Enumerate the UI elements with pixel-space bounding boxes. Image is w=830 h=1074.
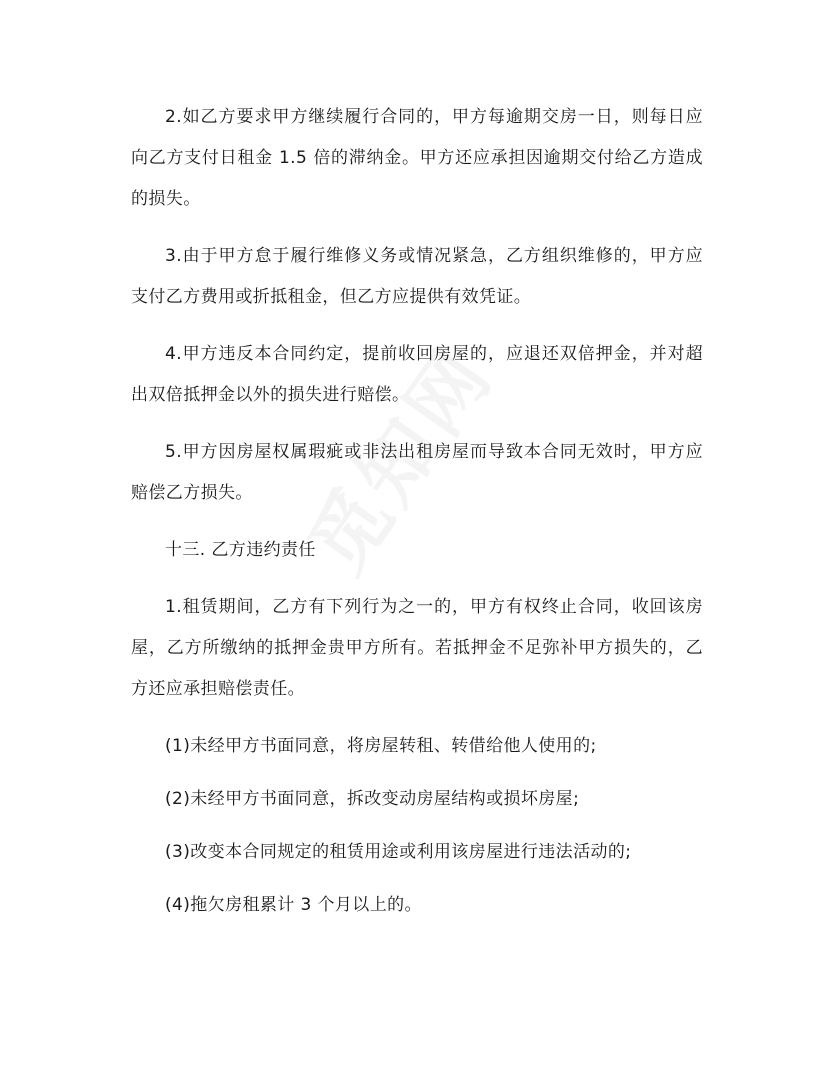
list-item: (3)改变本合同规定的租赁用途或利用该房屋进行违法活动的; — [165, 842, 632, 862]
clause-paragraph: 4.甲方违反本合同约定，提前收回房屋的，应退还双倍押金，并对超出双倍抵押金以外的损失进行赔偿。 — [131, 344, 703, 405]
document-body — [131, 97, 703, 938]
clause-paragraph: 2.如乙方要求甲方继续履行合同的，甲方每逾期交房一日，则每日应向乙方支付日租金 1.5 倍的滞纳金。甲方还应承担因逾期交付给乙方造成的损失。 — [131, 107, 703, 209]
list-item: (2)未经甲方书面同意，拆改变动房屋结构或损坏房屋; — [165, 789, 580, 809]
clause-paragraph: 1.租赁期间，乙方有下列行为之一的，甲方有权终止合同，收回该房屋，乙方所缴纳的抵押金贵甲方所有。若抵押金不足弥补甲方损失的，乙方还应承担赔偿责任。 — [131, 597, 703, 699]
list-item: (4)拖欠房租累计 3 个月以上的。 — [165, 895, 422, 915]
clause-paragraph: 3.由于甲方怠于履行维修义务或情况紧急，乙方组织维修的，甲方应支付乙方费用或折抵租金，但乙方应提供有效凭证。 — [131, 246, 703, 307]
section-heading: 十三. 乙方违约责任 — [165, 540, 316, 560]
clause-paragraph: 5.甲方因房屋权属瑕疵或非法出租房屋而导致本合同无效时，甲方应赔偿乙方损失。 — [131, 442, 703, 503]
list-item: (1)未经甲方书面同意，将房屋转租、转借给他人使用的; — [165, 736, 597, 756]
